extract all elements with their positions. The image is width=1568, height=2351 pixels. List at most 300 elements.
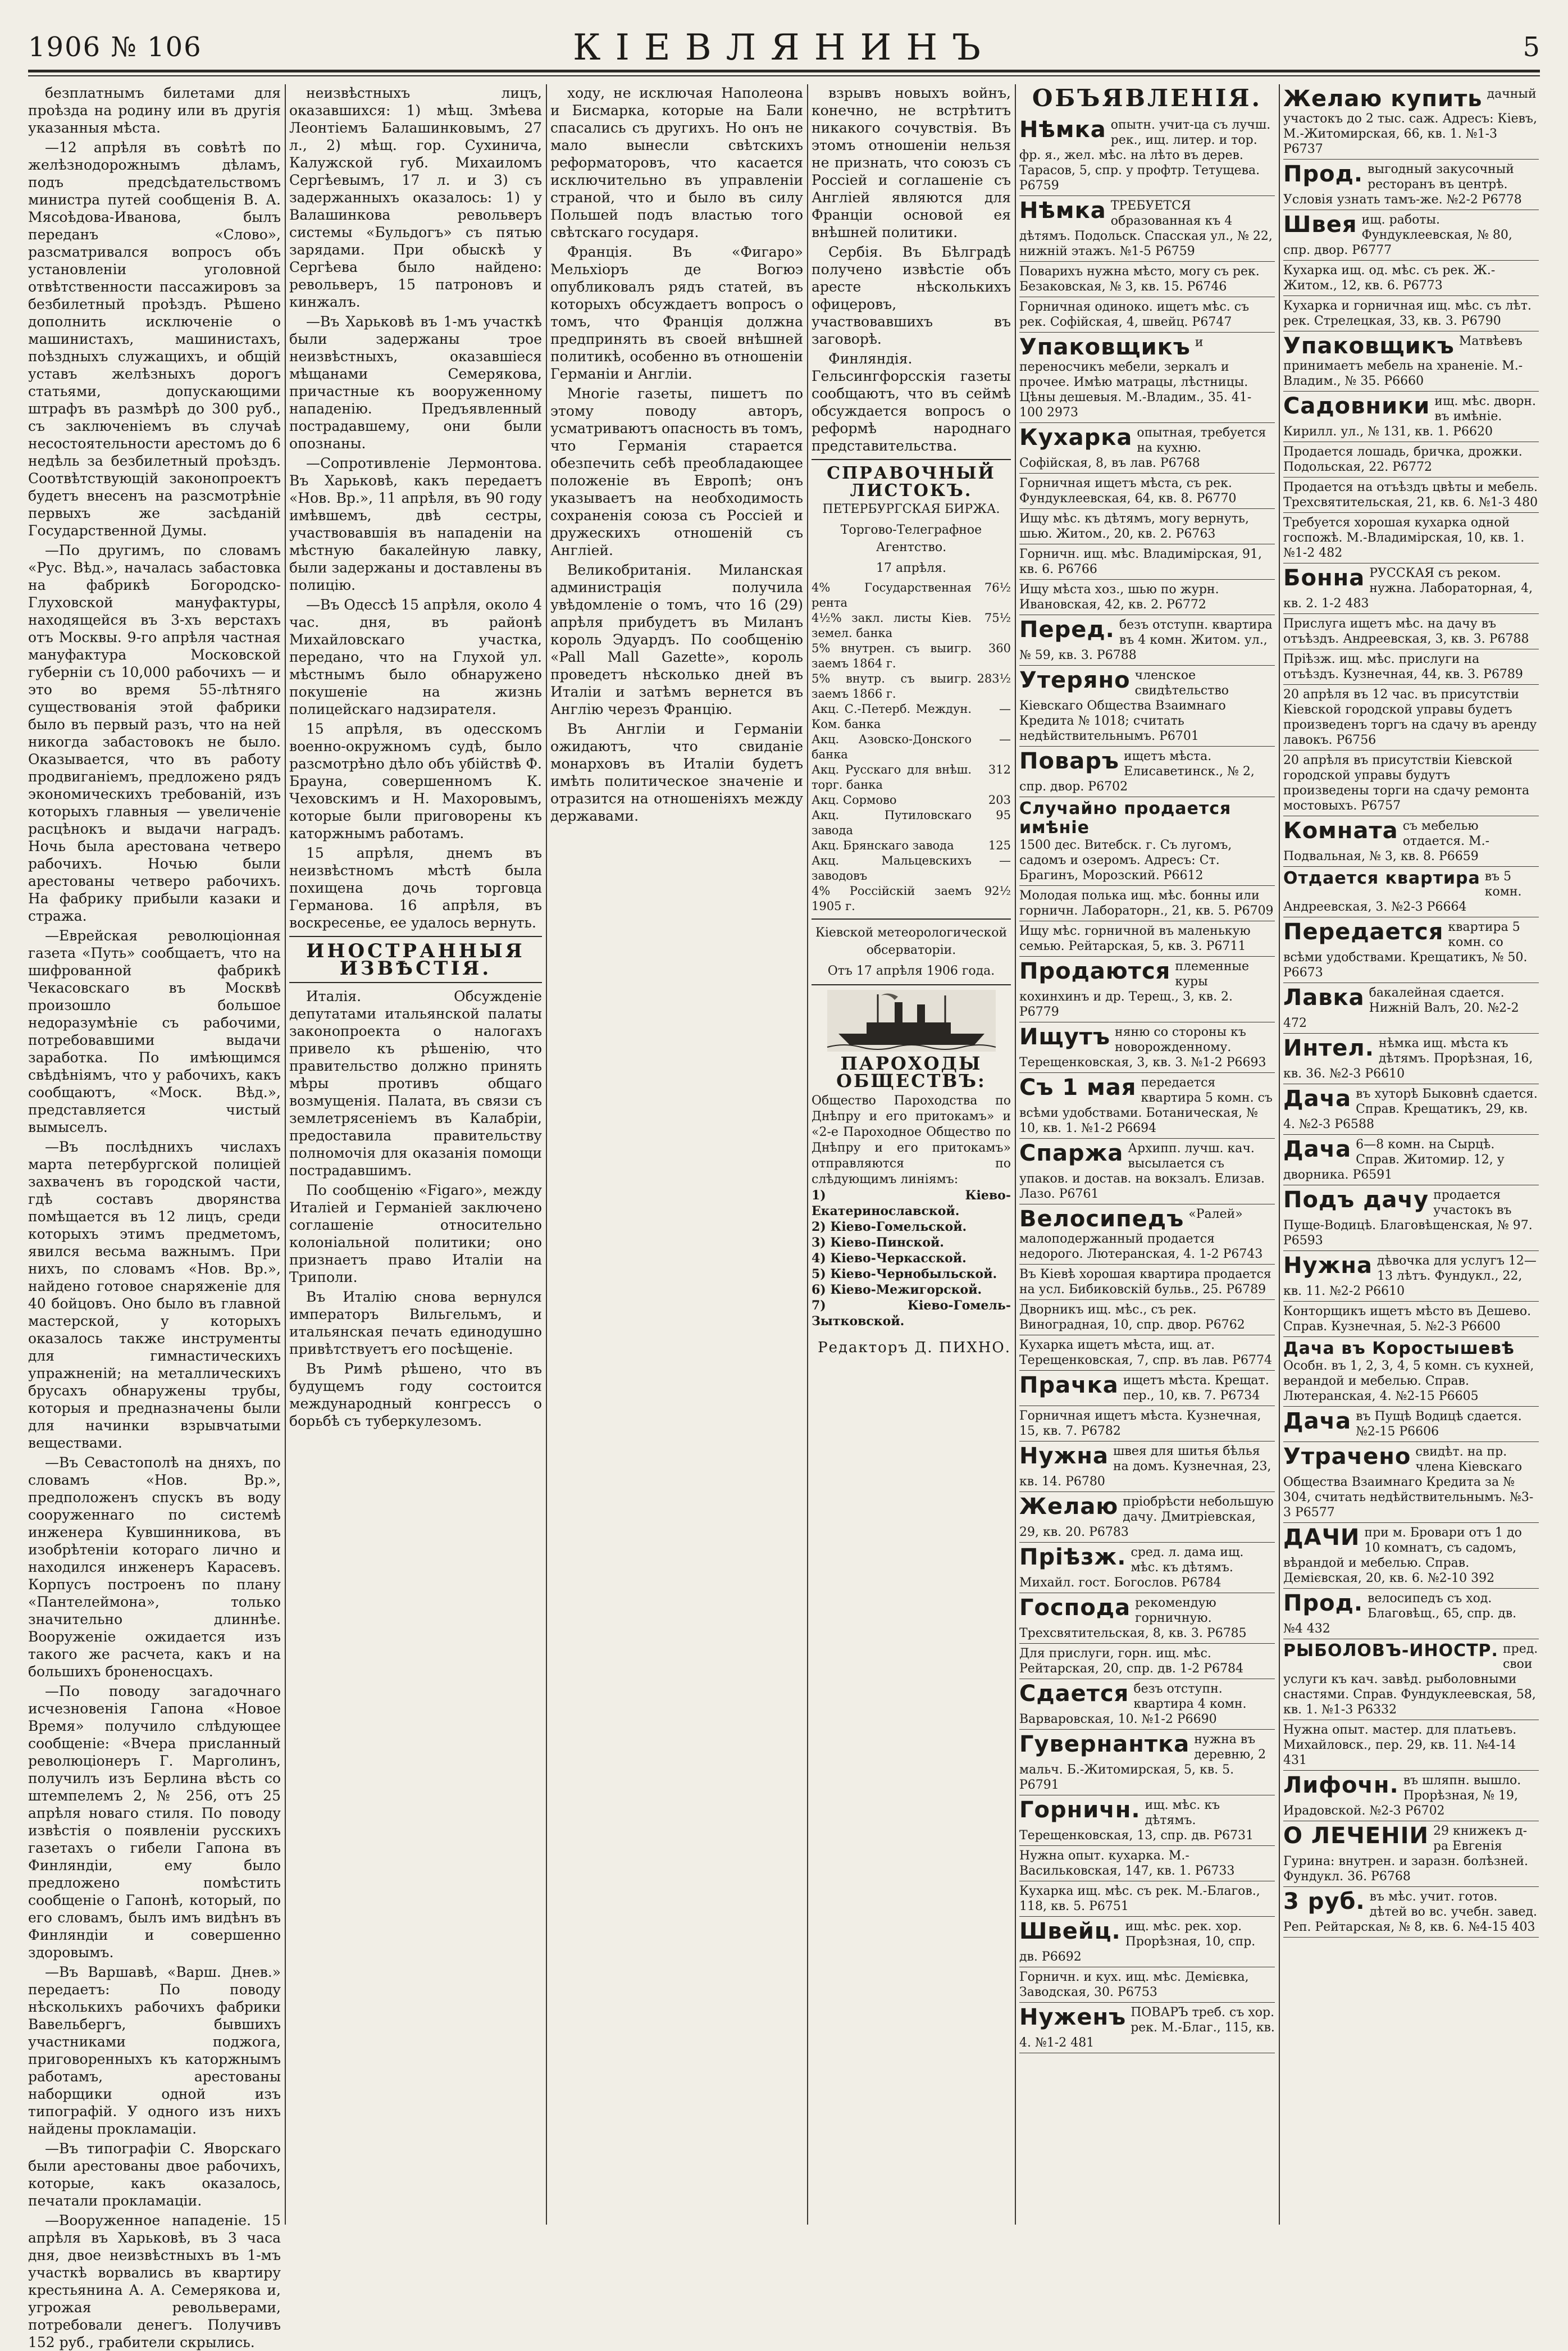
ad-headword: Дача (1283, 1136, 1352, 1162)
news-paragraph: —Въ послѣднихъ числахъ марта петербургской полиціей захваченъ въ городской части, гдѣ составъ дворянства помѣщается въ 12 лицъ, среди которыхъ этимъ предметомъ, явился весьма важнымъ. При нихъ, по словамъ «Нов. Вр.», найдено готовое снаряженіе для 40 бойцовъ. Оно было въ главной мастерской, у которыхъ оказалось также инструменты для гимнастическихъ упражненій; на металлическихъ брусахъ обнаружены трубы, которыя и предназначены были для начинки взрывчатыми веществами. (28, 1139, 281, 1451)
classified-ad (1283, 751, 1539, 816)
ad-text: Дворникъ ищ. мѣс., съ рек. Виноградная, 10, спр. двор. Р6762 (1019, 1303, 1245, 1332)
ad-text: Кухарка ищетъ мѣста, ищ. ат. Терещенковская, 7, спр. въ лав. Р6774 (1019, 1338, 1273, 1367)
stock-table (812, 580, 1011, 914)
section-rule (289, 982, 542, 983)
classified-ad (1019, 2003, 1275, 2053)
stock-name: Акц. Брянскаго завода (812, 839, 954, 852)
classified-ad (1283, 84, 1539, 160)
foreign-news-paragraph: Въ Римѣ рѣшено, что въ будущемъ году состоится международный конгрессъ о борьбѣ съ туберкулезомъ. (289, 1361, 542, 1429)
news-paragraph: —Въ Одессѣ 15 апрѣля, около 4 час. дня, въ районѣ Михайловскаго участка, передано, что на Глухой ул. мѣстнымъ было обнаружено покушеніе на жизнь полицейскаго надзирателя. (289, 597, 542, 717)
ad-text: передается квартира 5 комн. съ всѣми удобствами. Ботаническая, № 10, кв. 1. №1-2 Р6694 (1019, 1076, 1273, 1135)
ad-text: Нужна опыт. мастер. для платьевъ. Михайловск., пер. 29, кв. 11. №4-14 431 (1283, 1723, 1517, 1767)
classified-ad (1019, 1335, 1275, 1371)
classified-ad (1019, 1881, 1275, 1917)
classified-ad (1019, 1406, 1275, 1441)
ad-text: квартира 5 комн. со всѣми удобствами. Крещатикъ, № 50. Р6673 (1283, 920, 1528, 980)
news-paragraph: ходу, не исключая Наполеона и Бисмарка, которые на Бали спасались съ другихъ. Но онъ не мало вынесли свѣтскихъ реформаторовъ, что касается исключительно въ управленіи страной, что и было въ силу Польшей подъ властью того свѣтскаго государя. (550, 85, 803, 240)
stock-row (812, 702, 1011, 732)
stock-price: 76½ (984, 581, 1011, 594)
classified-ad (1283, 983, 1539, 1034)
ad-text: выгодный закусочный ресторанъ въ центрѣ. Условія узнать тамъ-же. №2-2 Р6778 (1283, 162, 1522, 207)
ad-text: 29 книжекъ д-ра Евгенія Гурина: внутрен. и заразн. болѣзней. Фундукл. 36. Р6768 (1283, 1824, 1529, 1884)
ad-headword: РЫБОЛОВЪ-ИНОСТР. (1283, 1641, 1498, 1661)
stock-price: 92½ (984, 884, 1011, 898)
ad-headword: Интел. (1283, 1035, 1374, 1061)
ad-text: Конторщикъ ищетъ мѣсто въ Дешево. Справ. Кузнечная, 5. №2-3 Р6600 (1283, 1304, 1531, 1334)
ad-text: Горничн. и кух. ищ. мѣс. Демієвка, Заводская, 30. Р6753 (1019, 1970, 1249, 1999)
news-paragraph: —Еврейская революціонная газета «Путь» сообщаетъ, что на шифрованной фабрикѣ Чекасовскаго въ Москвѣ произошло большое недоразумѣніе съ рабочими, потребовавшими выдачи заработка. По имѣющимся свѣдѣніямъ, что у рабочихъ, какъ сообщаютъ, «Моск. Вѣд.», представляется чистый вымыселъ. (28, 927, 281, 1135)
ad-text: ищетъ мѣста. Елисаветинск., № 2, спр. двор. Р6702 (1019, 749, 1255, 794)
classified-ad (1019, 1917, 1275, 1967)
ad-text: «Ралей» малоподержанный продается недорого. Лютеранская, 4. 1-2 Р6743 (1019, 1207, 1263, 1261)
news-paragraph: —Въ типографіи С. Яворскаго были арестованы двое рабочихъ, которые, какъ оказалось, печатали прокламаціи. (28, 2140, 281, 2209)
column-1 (28, 84, 281, 2350)
ad-headword: Прод. (1283, 161, 1364, 187)
classified-ad (1019, 1300, 1275, 1335)
stock-name: Акц. Путиловскаго завода (812, 808, 972, 837)
section-rule (812, 459, 1011, 460)
classified-ad (1019, 1022, 1275, 1073)
column-4 (812, 84, 1011, 2225)
ad-headword: Лифочн. (1283, 1772, 1399, 1798)
ad-headword: Дача (1283, 1408, 1352, 1434)
ad-text: Архипп. лучш. кач. высылается съ упаков. и достав. на вокзалъ. Елизав. Лазо. Р6761 (1019, 1142, 1265, 1201)
column-divider (546, 84, 547, 2225)
classified-ad (1283, 917, 1539, 983)
stock-price: — (999, 733, 1011, 746)
classified-ad (1283, 649, 1539, 685)
ad-text: членское свидѣтельство Кіевскаго Общества Взаимнаго Кредита № 1018; считать недѣйствительнымъ. Р6701 (1019, 669, 1229, 743)
ad-text: племенные куры кохинхинъ и др. Терещ., 3, кв. 2. Р6779 (1019, 960, 1250, 1019)
ad-headword: Желаю купить (1283, 86, 1483, 112)
classified-ad (1019, 580, 1275, 615)
news-paragraph: Финляндія. Гельсингфорсскія газеты сообщаютъ, что въ сеймѣ обсуждается вопросъ о реформѣ народнаго представительства. (812, 351, 1011, 454)
classified-ad (1019, 1846, 1275, 1881)
ad-text: РУССКАЯ съ реком. нужна. Лабораторная, 4, кв. 2. 1-2 483 (1283, 566, 1533, 611)
classified-ad (1019, 1679, 1275, 1730)
classified-ad (1283, 1337, 1539, 1407)
classified-ad (1283, 563, 1539, 614)
ad-text: Пріѣзж. ищ. мѣс. прислуги на отъѣздъ. Кузнечная, 44, кв. 3. Р6789 (1283, 652, 1523, 681)
stock-price: 203 (988, 793, 1011, 807)
ad-text: 20 апрѣля въ 12 час. въ присутствіи Кіевской городской управы будетъ произведенъ торгъ на сдачу въ аренду лавокъ. Р6756 (1283, 688, 1537, 747)
classified-ad (1019, 921, 1275, 957)
observatory-date: Отъ 17 апрѣля 1906 года. (827, 964, 995, 978)
ad-headword: Спаржа (1019, 1140, 1124, 1166)
ad-text: дачный участокъ до 2 тыс. саж. Адресъ: Кіевъ, М.-Житомирская, 66, кв. 1. №1-3 Р6737 (1283, 87, 1537, 156)
ad-text: съ мебелью отдается. М.-Подвальная, № 3, кв. 8. Р6659 (1283, 819, 1490, 863)
classified-ad (1019, 1644, 1275, 1679)
ad-headword: ДАЧИ (1283, 1525, 1360, 1550)
classified-ad (1283, 1720, 1539, 1771)
stock-row (812, 853, 1011, 884)
classified-ad (1283, 867, 1539, 917)
classified-ad (1019, 1265, 1275, 1300)
stock-row (812, 611, 1011, 641)
steamer-route: 4) Кіево-Черкасской. (812, 1251, 967, 1266)
news-paragraph: Франція. Въ «Фигаро» Мельхіоръ де Вогюэ опубликовалъ рядъ статей, въ которыхъ обсуждаетъ вопросъ о томъ, что Франція должна предпринять въ своей внѣшней политикѣ, особенно въ отношеніи Германіи и Англіи. (550, 244, 803, 382)
classified-ad (1283, 392, 1539, 442)
ad-text: при м. Бровари отъ 1 до 10 комнатъ, съ садомъ, вѣрандой и мебелью. Справ. Демієвская, 20, кв. 6. №2-10 392 (1283, 1526, 1522, 1585)
stock-price: — (999, 854, 1011, 867)
ad-headword: Нужна (1283, 1253, 1373, 1279)
classified-ad (1019, 333, 1275, 423)
classified-ad (1283, 614, 1539, 649)
foreign-news-paragraph: Въ Италію снова вернулся императоръ Вильгельмъ, и итальянская печать единодушно привѣтствуетъ его посѣщеніе. (289, 1289, 542, 1357)
ad-headword: Подъ дачу (1283, 1187, 1429, 1213)
ad-text: сред. л. дама ищ. мѣс. къ дѣтямъ. Михайл. гост. Богослов. Р6784 (1019, 1545, 1244, 1590)
ad-headword: Прод. (1283, 1590, 1364, 1616)
page-header (28, 27, 1540, 69)
ad-headword: Нѣмка (1019, 198, 1106, 224)
stock-price: — (999, 702, 1011, 716)
stock-price: 312 (988, 763, 1011, 776)
stock-price: 95 (996, 808, 1011, 822)
classified-ad (1283, 296, 1539, 331)
ad-text: Кухарка ищ. мѣс. съ рек. М.-Благов., 118, кв. 5. Р6751 (1019, 1884, 1260, 1913)
steamers-intro: Общество Пароходства по Днѣпру и его притокамъ» и «2-е Пароходное Общество по Днѣпру и его притокамъ» отправляются по слѣдующимъ линіямъ: (812, 1094, 1011, 1186)
stock-row (812, 580, 1011, 611)
news-paragraph: 15 апрѣля, днемъ въ неизвѣстномъ мѣстѣ была похищена дочь торговца Германова. 16 апрѣля, въ воскресенье, ее удалось вернуть. (289, 845, 542, 931)
classified-ad (1283, 1084, 1539, 1135)
stock-name: 4% Россійскій заемъ 1905 г. (812, 884, 972, 913)
classified-ad (1283, 685, 1539, 751)
ad-text: безъ отступн. квартира 4 комн. Варваровская, 10. №1-2 Р6690 (1019, 1682, 1247, 1726)
ad-headword: Велосипедъ (1019, 1206, 1184, 1232)
header-rule-thin (28, 75, 1540, 76)
ad-text: Въ Кіевѣ хорошая квартира продается на усл. Бибиковскій бульв., 25. Р6789 (1019, 1267, 1271, 1297)
ad-headword: Садовники (1283, 393, 1430, 419)
ad-headword: Продаются (1019, 958, 1171, 984)
ad-headword: Ищутъ (1019, 1024, 1111, 1050)
stock-price: 360 (988, 642, 1011, 655)
news-paragraph: —Въ Севастополѣ на дняхъ, по словамъ «Нов. Вр.», предположенъ спускъ въ воду сооруженнаго по системѣ инженера Кувшинникова, въ изобрѣтеніи котораго лично и находился инженеръ Карасевъ. Корпусъ построенъ по плану «Пантелеймона», только значительно длиннѣе. Вооруженіе ожидается изъ такого же расчета, какъ и на большихъ броненосцахъ. (28, 1454, 281, 1680)
classified-ad (1019, 747, 1275, 797)
ad-text: въ мѣс. учит. готов. дѣтей во вс. учебн. завед. Реп. Рейтарская, № 8, кв. 6. №4-15 403 (1283, 1890, 1538, 1934)
ad-headword: Прачка (1019, 1372, 1119, 1398)
ad-text: 20 апрѣля въ присутствіи Кіевской городской управы будутъ произведены торги на сдачу ремонта мостовыхъ. Р6757 (1283, 753, 1530, 813)
ad-headword: Случайно продается имѣніе (1019, 799, 1232, 838)
stock-row (812, 762, 1011, 793)
classified-ad (1019, 615, 1275, 666)
stock-name: Акц. Азовско-Донского банка (812, 733, 972, 761)
news-paragraph: —По поводу загадочнаго исчезновенія Гапона «Новое Время» получило слѣдующее сообщеніе: «Вчера присланный революціонеръ Г. Марголинъ, получилъ изъ Берлина вѣсть со штемпелемъ 2, № 256, отъ 25 апрѣля новаго стиля. По поводу извѣстія о появленіи русскихъ газетахъ о гибели Гапона въ Финляндіи, ему было предложено помѣстить сообщеніе о Гапонѣ, который, по его словамъ, былъ имъ видѣнъ въ Финляндіи и совершенно здоровымъ. (28, 1683, 281, 1961)
foreign-news-paragraph: По сообщенію «Figaro», между Италіей и Германіей заключено соглашеніе относительно колоніальной политики; оно признаетъ право Италіи на Триполи. (289, 1182, 542, 1285)
classified-ad (1019, 115, 1275, 196)
classified-ad (1019, 262, 1275, 297)
ad-text: Ищу мѣс. горничной въ маленькую семью. Рейтарская, 5, кв. 3. Р6711 (1019, 924, 1251, 953)
page-number: 5 (1523, 31, 1540, 63)
stock-row (812, 671, 1011, 702)
news-paragraph: Многіе газеты, пишетъ по этому поводу авторъ, усматриваютъ опасность въ томъ, что Германія старается обезпечить себѣ преобладающее положеніе въ Европѣ; онъ указываетъ на необходимость сохраненія союза съ Россіей и дружескихъ отношеній съ Англіей. (550, 385, 803, 558)
classified-ad (1283, 1523, 1539, 1589)
news-paragraph: —Въ Харьковѣ въ 1-мъ участкѣ были задержаны трое неизвѣстныхъ, оказавшіеся мѣщанами Семерякова, причастные къ вооруженному нападенію. Предъявленный пострадавшему, они были опознаны. (289, 313, 542, 452)
classified-ad (1019, 1139, 1275, 1204)
stock-row (812, 808, 1011, 838)
news-paragraph: —Въ Варшавѣ, «Варш. Днев.» передаетъ: По поводу нѣсколькихъ рабочихъ фабрики Вавельбергъ, бывшихъ участниками поджога, приговоренныхъ къ каторжнымъ работамъ, арестованы наборщики одной изъ типографій. У одного изъ нихъ найдены прокламаціи. (28, 1964, 281, 2137)
section-rule (812, 918, 1011, 920)
news-paragraph: Великобританія. Миланская администрація получила увѣдомленіе о томъ, что 16 (29) апрѣля прибудетъ въ Миланъ король Эдуардъ. По сообщенію «Pall Mall Gazette», король проведетъ нѣсколько дней въ Италіи и затѣмъ вернется въ Англію черезъ Францію. (550, 562, 803, 717)
stock-name: Акц. Русскаго для внѣш. торг. банка (812, 763, 972, 792)
ad-text: Продается лошадь, бричка, дрожки. Подольская, 22. Р6772 (1283, 445, 1523, 474)
ad-headword: Желаю (1019, 1494, 1119, 1520)
classified-ad (1019, 1795, 1275, 1846)
ad-text: ТРЕБУЕТСЯ образованная къ 4 дѣтямъ. Подольск. Спасская ул., № 22, нижній этажъ. №1-5 Р6759 (1019, 199, 1273, 258)
foreign-news-paragraph: Италія. Обсужденіе депутатами итальянской палаты законопроекта о налогахъ привело къ рѣшенію, что правительство должно принять мѣры противъ общаго возмущенія. Палата, въ связи съ землетрясеніемъ въ Калабріи, предоставила правительству полномочія для оказанія помощи пострадавшимъ. (289, 988, 542, 1179)
news-paragraph: неизвѣстныхъ лицъ, оказавшихся: 1) мѣщ. Змѣева Леонтіемъ Балашинковымъ, 27 л., 2) мѣщ. гор. Сухинича, Калужской губ. Михаиломъ Сергѣевымъ, 17 л. и 3) съ задержанныхъ оказалось: 1) у Валашинкова револьверъ системы «Бульдогъ» съ пятью зарядами. При обыскѣ у Сергѣева было найдено: револьверъ, 15 патроновъ и кинжалъ. (289, 85, 542, 310)
ad-text: рекомендую горничную. Трехсвятительская, 8, кв. 3. Р6785 (1019, 1596, 1247, 1640)
stock-row (812, 732, 1011, 762)
column-2 (289, 84, 542, 2225)
ad-text: нѣмка ищ. мѣста къ дѣтямъ. Прорѣзная, 16, кв. 36. №2-3 Р6610 (1283, 1036, 1533, 1081)
ad-headword: Кухарка (1019, 425, 1133, 451)
stock-name: Акц. Мальцевскихъ заводовъ (812, 854, 972, 883)
classified-ad (1019, 1730, 1275, 1795)
news-paragraph: 15 апрѣля, въ одесскомъ военно-окружномъ судѣ, было разсмотрѣно дѣло объ убійствѣ Ф. Брауна, совершенномъ К. Чеховскимъ и Н. Махоровымъ, которые были приговорены къ каторжнымъ работамъ. (289, 721, 542, 842)
ad-text: Кухарка и горничная ищ. мѣс. съ лѣт. рек. Стрелецкая, 33, кв. 3. Р6790 (1283, 299, 1531, 328)
ads-heading: ОБЪЯВЛЕНІЯ. (1032, 84, 1262, 112)
editor-signature: Редакторъ Д. ПИХНО. (818, 1339, 1011, 1356)
stock-name: Акц. Сормово (812, 793, 897, 807)
ad-headword: Нѣмка (1019, 117, 1106, 143)
classified-ad (1019, 1204, 1275, 1265)
ad-headword: Горничн. (1019, 1797, 1141, 1823)
ad-text: Прислуга ищетъ мѣс. на дачу въ отъѣздъ. Андреевская, 3, кв. 3. Р6788 (1283, 617, 1529, 646)
ad-text: бакалейная сдается. Нижній Валъ, 20. №2-2 472 (1283, 986, 1519, 1030)
classified-ad (1019, 1492, 1275, 1543)
classified-ad (1283, 1302, 1539, 1337)
steamers-title: ПАРОХОДЫ ОБЩЕСТВЪ: (836, 1053, 986, 1092)
stock-name: Акц. С.-Петерб. Междун. Ком. банка (812, 702, 972, 731)
ads-column-1 (1019, 84, 1275, 2225)
stock-name: 4½% закл. листы Кіев. земел. банка (812, 611, 972, 640)
classified-ad (1283, 442, 1539, 478)
ad-text: 6—8 комн. на Сырцѣ. Справ. Житомир. 12, у дворника. Р6591 (1283, 1138, 1505, 1182)
classified-ad (1019, 1073, 1275, 1139)
classified-ad (1283, 1251, 1539, 1302)
ad-text: въ Пущѣ Водицѣ сдается. №2-15 Р6606 (1356, 1409, 1522, 1439)
column-3 (550, 84, 803, 2225)
stock-price: 283½ (977, 672, 1011, 685)
classified-ad (1283, 261, 1539, 296)
ad-headword: Поваръ (1019, 748, 1119, 774)
ad-headword: Утрачено (1283, 1444, 1411, 1470)
classified-ad (1283, 1034, 1539, 1084)
foreign-news-title: ИНОСТРАННЫЯ ИЗВѢСТІЯ. (306, 940, 525, 980)
ad-text: Горничн. ищ. мѣс. Владимірская, 91, кв. 6. Р6766 (1019, 547, 1262, 576)
classified-ad (1283, 816, 1539, 867)
steamer-route: 2) Кіево-Гомельской. (812, 1220, 967, 1234)
stock-title: СПРАВОЧНЫЙ ЛИСТОКЪ. (827, 463, 996, 501)
stock-date: 17 апрѣля. (876, 561, 946, 575)
news-paragraph: —Вооруженное нападеніе. 15 апрѣля въ Харьковѣ, въ 3 часа дня, двое неизвѣстныхъ въ 1-мъ участкѣ ворвались въ квартиру крестьянина А. А. Семерякова и, угрожая револьверами, потребовали денегъ. Получивъ 152 руб., грабители скрылись. (28, 2212, 281, 2350)
steamer-route: 5) Кіево-Чернобыльской. (812, 1267, 997, 1281)
classified-ad (1283, 160, 1539, 210)
classified-ad (1019, 1371, 1275, 1406)
ad-headword: Нуженъ (1019, 2004, 1127, 2030)
steamer-route: 6) Кіево-Межигорской. (812, 1283, 982, 1297)
stock-row (812, 793, 1011, 808)
steamer-route: 1) Кіево-Екатеринославской. (812, 1188, 1011, 1218)
ad-text: пріобрѣсти небольшую дачу. Дмитріевская, 29, кв. 20. Р6783 (1019, 1495, 1274, 1539)
column-divider (807, 84, 808, 2225)
ad-headword: Швея (1283, 212, 1357, 238)
ad-headword: Сдается (1019, 1681, 1129, 1707)
ad-text: и переносчикъ мебели, зеркалъ и прочее. Имѣю матрацы, лѣстницы. Цѣны дешевыя. М.-Владим., 35. 41-100 2973 (1019, 335, 1252, 420)
ad-text: швея для шитья бѣлья на домъ. Кузнечная, 23, кв. 14. Р6780 (1019, 1444, 1271, 1489)
classified-ad (1019, 957, 1275, 1022)
stock-name: 5% внутрен. съ выигр. заемъ 1864 г. (812, 642, 972, 670)
stock-name: 5% внутр. съ выигр. заемъ 1866 г. (812, 672, 972, 701)
ad-text: опытн. учит-ца съ лучш. рек., ищ. литер. и тор. фр. я., жел. мѣс. на лѣто въ дерев. Тарасов, 5, спр. у профтр. Тетущева. Р6759 (1019, 118, 1271, 193)
stock-subtitle: ПЕТЕРБУРГСКАЯ БИРЖА. (822, 502, 1000, 516)
classified-ad (1019, 509, 1275, 544)
ad-text: нужна въ деревню, 2 мальч. Б.-Житомирская, 5, кв. 5. Р6791 (1019, 1732, 1266, 1792)
year-issue: 1906 № 106 (28, 31, 202, 63)
ad-headword: Утеряно (1019, 667, 1131, 693)
classified-ad (1283, 478, 1539, 513)
news-paragraph: —Сопротивленіе Лермонтова. Въ Харьковѣ, какъ передаетъ «Нов. Вр.», 11 апрѣля, въ 90 году имѣвшемъ, двѣ сестры, участвовавшія въ нападеніи на мѣстную бакалейную лавку, были задержаны и доставлены въ полицію. (289, 455, 542, 593)
ad-text: Поварихъ нужна мѣсто, могу съ рек. Безаковская, № 3, кв. 15. Р6746 (1019, 265, 1260, 294)
ad-headword: Дача (1283, 1086, 1352, 1112)
ad-text: велосипедъ съ ход. Благовѣщ., 65, спр. дв. №4 432 (1283, 1591, 1517, 1636)
classified-ad (1283, 1185, 1539, 1251)
steamer-route: 7) Кіево-Гомель-Зытковской. (812, 1298, 1011, 1329)
ad-text: въ 5 комн. Андреевская, 3. №2-3 Р6664 (1283, 870, 1522, 914)
classified-ad (1019, 886, 1275, 921)
classified-ad (1019, 1593, 1275, 1644)
ad-headword: 3 руб. (1283, 1889, 1365, 1915)
ad-text: Ищу мѣс. къ дѣтямъ, могу вернуть, шью. Житом., 20, кв. 2. Р6763 (1019, 512, 1250, 541)
classified-ad (1283, 1821, 1539, 1887)
ad-text: Матвѣевъ принимаетъ мебель на храненіе. М.-Владим., № 35. Р6660 (1283, 334, 1523, 388)
ad-headword: Господа (1019, 1595, 1131, 1621)
news-paragraph: безплатнымъ билетами для проѣзда на родину или въ другія указанныя мѣста. (28, 85, 281, 136)
steamship-icon (827, 990, 996, 1052)
ad-text: ПОВАРЪ треб. съ хор. рек. М.-Благ., 115, кв. 4. №1-2 481 (1019, 2006, 1275, 2050)
ad-headword: Лавка (1283, 985, 1365, 1011)
classified-ad (1283, 1589, 1539, 1639)
ad-headword: Комната (1283, 818, 1398, 844)
ad-text: ищ. мѣс. рек. хор. Прорѣзная, 10, спр. дв. Р6692 (1019, 1920, 1256, 1964)
news-paragraph: Сербія. Въ Бѣлградѣ получено извѣстіе объ аресте нѣсколькихъ офицеровъ, участвовавшихъ въ заговорѣ. (812, 244, 1011, 347)
ad-headword: О ЛЕЧЕНІИ (1283, 1823, 1429, 1849)
observatory-title: Кіевской метеорологической обсерваторіи. (815, 926, 1008, 957)
ad-headword: Съ 1 мая (1019, 1075, 1137, 1101)
classified-ad (1283, 1887, 1539, 1938)
news-paragraph: Въ Англіи и Германіи ожидаютъ, что свиданіе монарховъ въ Италіи будетъ имѣть политическое значеніе и отразится на отношеніяхъ между державами. (550, 721, 803, 824)
ad-headword: Перед. (1019, 617, 1115, 643)
news-paragraph: —12 апрѣля въ совѣтѣ по желѣзнодорожнымъ дѣламъ, подъ предсѣдательствомъ министра путей сообщенія В. А. Мясоѣдова-Иванова, былъ переданъ «Слово», разсматривался вопросъ объ установленіи уголовной отвѣтственности пассажировъ за безбилетный проѣздъ. Рѣшено дополнить исключеніе о машинистахъ, машинистахъ, поѣздныхъ служащихъ, и общій уставъ желѣзныхъ дорогъ статьями, допускающими штрафъ въ размѣрѣ до 300 руб., съ заключеніемъ въ случаѣ несостоятельности арестомъ до 6 недѣль за безбилетный проѣздъ. Соотвѣтствующій законопроектъ будетъ внесенъ на разсмотрѣніе первыхъ же засѣданій Государственной Думы. (28, 139, 281, 539)
classified-ad (1019, 297, 1275, 333)
ad-text: свидѣт. на пр. члена Кіевскаго Общества Взаимнаго Кредита за № 304, считать недѣйствительнымъ. №3-3 Р6577 (1283, 1445, 1534, 1520)
ad-text: Молодая полька ищ. мѣс. бонны или горничн. Лабораторн., 21, кв. 5. Р6709 (1019, 889, 1274, 918)
stock-price: 125 (988, 839, 1011, 852)
classified-ad (1283, 1639, 1539, 1720)
ad-text: безъ отступн. квартира въ 4 комн. Житом. ул., № 59, кв. 3. Р6788 (1019, 618, 1273, 662)
classified-ad (1019, 1543, 1275, 1593)
column-divider (1015, 84, 1016, 2225)
classified-ad (1283, 1771, 1539, 1821)
classified-ad (1019, 544, 1275, 580)
ad-text: Кухарка ищ. од. мѣс. съ рек. Ж.-Житом., 12, кв. 6. Р6773 (1283, 263, 1496, 293)
ad-text: ищ. работы. Фундуклеевская, № 80, спр. двор. Р6777 (1283, 213, 1512, 257)
stock-agency: Торгово-Телеграфное Агентство. (840, 523, 982, 554)
column-divider (1279, 84, 1280, 2225)
steamer-routes (812, 1188, 1011, 1329)
news-paragraph: взрывъ новыхъ войнъ, конечно, не встрѣтитъ никакого сочувствія. Въ этомъ отношеніи нельзя не признать, что союзъ съ Россіей и соглашеніе съ Англіей являются для Франціи основой ея внѣшней политики. (812, 85, 1011, 240)
ad-headword: Передается (1283, 919, 1444, 945)
ad-text: Горничная одиноко. ищетъ мѣс. съ рек. Софійская, 4, швейц. Р6747 (1019, 300, 1250, 329)
ads-column-2 (1283, 84, 1539, 2225)
ad-text: 1500 дес. Витебск. г. Съ лугомъ, садомъ и озеромъ. Адресъ: Ст. Брагинъ, Морозский. Р6612 (1019, 838, 1232, 883)
ad-headword: Нужна (1019, 1443, 1109, 1469)
classified-ad (1283, 1135, 1539, 1185)
header-rule (28, 70, 1540, 72)
classified-ad (1019, 196, 1275, 262)
ad-text: продается участокъ въ Пуще-Водицѣ. Благовѣщенская, № 97. Р6593 (1283, 1188, 1533, 1248)
classified-ad (1019, 666, 1275, 747)
stock-name: 4% Государственная рента (812, 581, 972, 610)
ad-text: Особн. въ 1, 2, 3, 4, 5 комн. съ кухней, верандой и мебелью. Справ. Лютеранская, 4. №2-15 Р6605 (1283, 1359, 1534, 1403)
stock-row (812, 641, 1011, 671)
ad-headword: Бонна (1283, 565, 1365, 591)
classified-ad (1019, 797, 1275, 886)
ad-text: Требуется хорошая кухарка одной госпожѣ. М.-Владимірская, 10, кв. 1. №1-2 482 (1283, 516, 1525, 560)
ad-text: въ шляпн. вышло. Прорѣзная, № 19, Ирадовской. №2-3 Р6702 (1283, 1774, 1521, 1818)
stock-row (812, 884, 1011, 914)
ad-headword: Упаковщикъ (1019, 334, 1191, 360)
stock-row (812, 838, 1011, 853)
section-rule (812, 984, 1011, 985)
classified-ad (1283, 210, 1539, 261)
ad-headword: Упаковщикъ (1283, 333, 1455, 359)
ad-text: пред. свои услуги къ кач. завѣд. рыболовными снастями. Справ. Фундуклеевская, 58, кв. 1. №1-3 Р6332 (1283, 1642, 1538, 1717)
ad-text: няню со стороны къ новорожденному. Терещенковская, 3, кв. 3. №1-2 Р6693 (1019, 1025, 1266, 1070)
ad-headword: Отдается квартира (1283, 868, 1480, 888)
section-rule (289, 936, 542, 937)
ad-headword: Гувернантка (1019, 1731, 1190, 1757)
ad-text: Ищу мѣста хоз., шью по журн. Ивановская, 42, кв. 2. Р6772 (1019, 583, 1219, 612)
news-paragraph: —По другимъ, по словамъ «Рус. Вѣд.», началась забастовка на фабрикѣ Богородско-Глуховской мануфактуры, находящейся въ 3-хъ верстахъ отъ Москвы. 9-го апрѣля частная мануфактура Московской губерніи съ 10,000 рабочихъ — и это во время 55-лѣтняго существованія этой фабрики было въ первый разъ, что на ней никогда забастовокъ не было. Оказывается, что въ работу продвиганіемъ, предложено рядъ экономическихъ требованій, изъ которыхъ главныя — увеличеніе расцѣнокъ и выдачи наградъ. Ночь была арестована четверо рабочихъ. Ночью были арестованы четверо рабочихъ. На фабрику прибыли казаки и стража. (28, 542, 281, 924)
classified-ad (1283, 1407, 1539, 1442)
classified-ad (1019, 474, 1275, 509)
ad-text: Горничная ищетъ мѣста, съ рек. Фундуклеевская, 64, кв. 8. Р6770 (1019, 476, 1237, 506)
ad-text: опытная, требуется на кухню. Софійская, 8, въ лав. Р6768 (1019, 426, 1266, 470)
ad-text: ищетъ мѣста. Крещат. пер., 10, кв. 7. Р6734 (1123, 1374, 1269, 1403)
ad-text: Горничная ищетъ мѣста. Кузнечная, 15, кв. 7. Р6782 (1019, 1409, 1261, 1438)
ad-text: Для прислуги, горн. ищ. мѣс. Рейтарская, 20, спр. дв. 1-2 Р6784 (1019, 1647, 1244, 1676)
column-divider (285, 84, 286, 2225)
ad-text: Нужна опыт. кухарка. М.-Васильковская, 147, кв. 1. Р6733 (1019, 1849, 1235, 1878)
ad-text: ищ. мѣс. дворн. въ имѣніе. Кирилл. ул., № 131, кв. 1. Р6620 (1283, 394, 1537, 439)
masthead: КІЕВЛЯНИНЪ (573, 27, 995, 69)
steamer-route: 3) Кіево-Пинской. (812, 1235, 944, 1250)
stock-price: 75½ (984, 611, 1011, 625)
ad-headword: Швейц. (1019, 1918, 1121, 1944)
classified-ad (1019, 423, 1275, 474)
classified-ad (1019, 1441, 1275, 1492)
classified-ad (1283, 513, 1539, 563)
classified-ad (1283, 331, 1539, 392)
ad-text: ищ. мѣс. къ дѣтямъ. Терещенковская, 13, спр. дв. Р6731 (1019, 1798, 1254, 1843)
ad-text: Продается на отъѣздъ цвѣты и мебель. Трехсвятительская, 21, кв. 6. №1-3 480 (1283, 480, 1538, 510)
ad-text: дѣвочка для услугъ 12—13 лѣтъ. Фундукл., 22, кв. 11. №2-2 Р6610 (1283, 1254, 1537, 1298)
ad-headword: Дача въ Коростышевѣ (1283, 1339, 1515, 1358)
ad-headword: Пріѣзж. (1019, 1544, 1127, 1570)
ad-text: въ хуторѣ Быковнѣ сдается. Справ. Крещатикъ, 29, кв. 4. №2-3 Р6588 (1283, 1087, 1538, 1131)
